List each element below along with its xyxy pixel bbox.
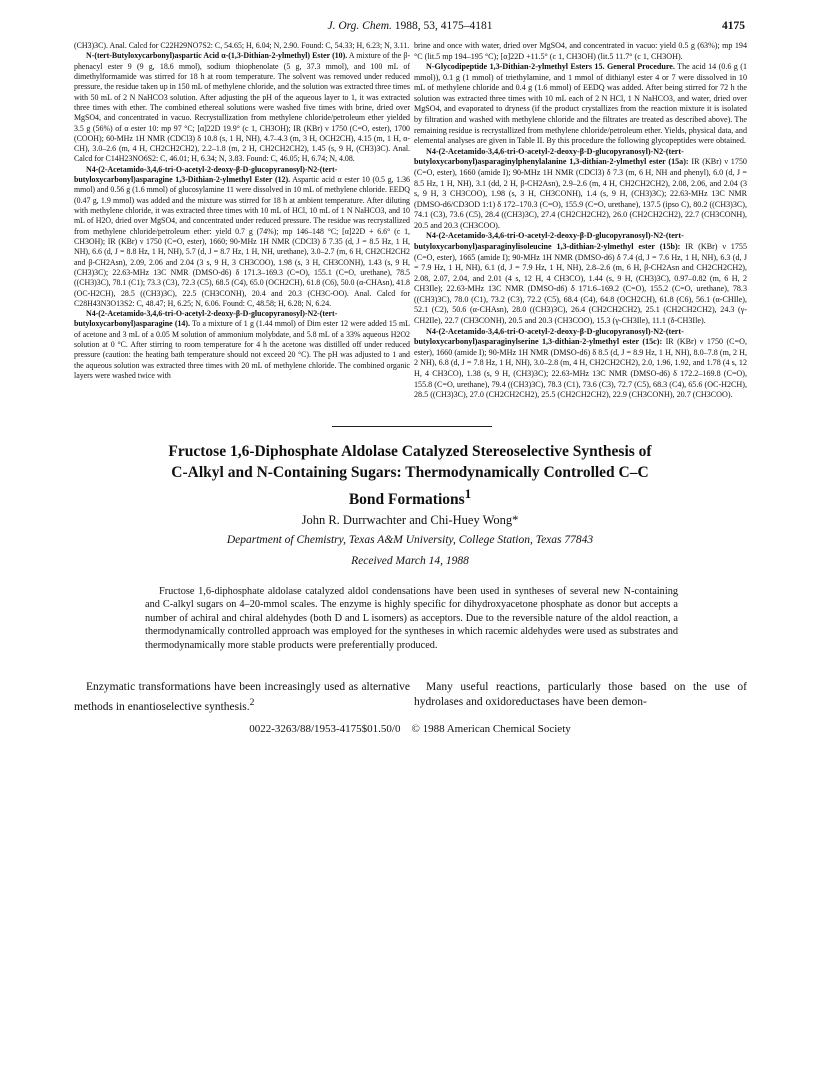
received-date: Received March 14, 1988 — [351, 555, 469, 567]
compound-heading: N-Glycodipeptide 1,3-Dithian-2-ylmethyl Esters 15. General Procedure. — [426, 62, 675, 72]
intro-left-sentence: Enzymatic transformations have been increasingly used as alternative methods in enantioselective synthesis. — [74, 681, 410, 713]
experimental-right-column — [414, 41, 747, 401]
paragraph — [74, 165, 410, 309]
paragraph — [74, 51, 410, 164]
article-title — [120, 441, 700, 510]
compound-heading: N4-(2-Acetamido-3,4,6-tri-O-acetyl-2-deoxy-β-D-glucopyranosyl)-N2-(tert-butyloxycarbonyl)asparagine (14). — [74, 309, 338, 329]
compound-heading: N4-(2-Acetamido-3,4,6-tri-O-acetyl-2-deoxy-β-D-glucopyranosyl)-N2-(tert-butyloxycarbonyl)asparaginylserine 1,3-dithian-2-ylmethyl ester (15c): — [414, 326, 684, 347]
paragraph-text: Aspartic acid α ester 10 (0.5 g, 1.36 mmol) and 0.56 g (1.6 mmol) of glucosylamine 11 were dissolved in 10 mL of methylene chloride. EEDQ (0.47 g, 1.9 mmol) was added and the mixture was stirred for 18 h at ambient temperature. After diluting with methylene chloride, it was extracted three times with 10 mL of HCl, 10 mL of 1 N NaHCO3, and 10 mL of H2O, dried over MgSO4, and concentrated under reduced pressure. The residue was recrystallized from methylene chloride/petroleum ether: yield 0.7 g (74%); mp 146–148 °C; [α]22D + 6.6° (c 1, CH3OH); IR (KBr) ν 1750 (C=O, ester), 1660; 90-MHz 1H NMR (CDCl3) δ 7.35 (d, J = 8.5 Hz, 1 H, NH), 6.6 (d, J = 8.8 Hz, 1 H, NH), 5.7 (d, J = 8.7 Hz, 1 H, NH, urethane), 3.0–2.7 (m, 6 H, CH2CH2CH2 and β-CH2Asn), 2.09, 2.06 and 2.04 (3 s, 9 H, 3 CH3COO), 1.98 (s, 3 H, CH3CONH), 1.43 (s, 9 H, (CH3)3C); 22.63-MHz 13C NMR (DMSO-d6) δ 171.3–169.3 (C=O), 155.1 (C=O, urethane), 78.5 ((CH3)3C), 78.1 (C1); 73.3 (C3), 72.3 (C5), 68.5 (C4), 65.0 (OCH2CH), 61.8 (C6), 50.0 (α-CHAsn), 41.8 (OC-H2CH), 28.5 ((CH3)3C), 22.5 (CH3CONH), 20.4 and 20.3 (CH3C-OO). Anal. Calcd for C28H43N3O13S2: C, 48.47; H, 6.25; N, 6.06. Found: C, 48.58; H, 6.28; N, 6.24. — [74, 175, 410, 308]
paragraph-text: (CH3)3C). Anal. Calcd for C22H29NO7S2: C, 54.65; H, 6.04; N, 2.90. Found: C, 54.33; H, 6.23; N, 3.11. — [74, 41, 410, 50]
paragraph-text: To a mixture of 1 g (1.44 mmol) of Dim ester 12 were added 15 mL of acetone and 3 mL of a 0.05 M solution of ammonium molybdate, and 5.8 mL of a 33% aqueous H2O2 solution at 0 °C. After stirring to room temperature for 4 h the acetone was distilled off under reduced pressure (caution: the heating bath temperature should not exceed 20 °C). The pH was adjusted to 1 and the aqueous solution was extracted three times with 20 mL of methylene chloride. The combined organic layers were washed twice with — [74, 319, 410, 380]
title-line-1: Fructose 1,6-Diphosphate Aldolase Catalyzed Stereoselective Synthesis of — [168, 443, 652, 460]
paragraph — [74, 41, 410, 51]
paragraph-text: IR (KBr) ν 1750 (C=O, ester), 1660 (amide I); 90-MHz 1H NMR (CDCl3) δ 7.3 (m, 6 H, NH and phenyl), 6.0 (d, J = 8.5 Hz, 1 H, NH), 3.1 (dd, 2 H, β-CH2Asn), 2.9–2.6 (m, 4 H, CH2CH2CH2), 2.08, 2.06, and 2.04 (3 s, 9 H, 3 CH3COO), 1.98 (s, 3 H, CH3CONH), 1.4 (s, 9 H, (CH3)3C); 22.63-MHz 13C NMR (DMSO-d6/CD3OD 1:1) δ 172–170.3 (C=O), 155.9 (C=O, urethane), 137.5 (ipso C), 80.2 ((CH3)3C), 74.1 (C3), 73.6 (C5), 28.4 ((CH3)3C), 27.4 (CH2CH2CH2), 26.0 (CH2CH2CH2), 22.7 (CH3CONH), 20.5 and 20.3 (CH3COO). — [414, 157, 747, 230]
title-line-3-text: Bond Formations — [348, 491, 465, 509]
paragraph — [414, 62, 747, 147]
intro-right-text: Many useful reactions, particularly those based on the use of hydrolases and oxidoreductases have been demon- — [414, 681, 747, 708]
paragraph — [414, 147, 747, 232]
abstract: Fructose 1,6-diphosphate aldolase catalyzed aldol condensations have been used in syntheses of several new N-containing and C-alkyl sugars on 4–20-mmol scales. The enzyme is highly specific for dihydroxyacetone phosphate as donor but accepts a number of achiral and chiral aldehydes (both D and L isomers) as acceptors. Due to the reversible nature of the aldol reaction, a thermodynamically controlled approach was employed for the syntheses in which racemic aldehydes were used as substrates and thermodynamically more stable products were preferentially produced. — [145, 586, 678, 651]
journal-issue: 1988, 53, 4175–4181 — [391, 20, 493, 32]
article-code: 0022-3263/88/1953-4175$01.50/0 — [249, 723, 401, 735]
paragraph-text: The acid 14 (0.6 g (1 mmol)), 0.1 g (1 mmol) of triethylamine, and 1 mmol of dithianyl ester 4 or 7 were dissolved in 10 mL of methylene chloride and 0.4 g (1.6 mmol) of EEDQ was added. After being stirred for 72 h the solution was extracted three times with 10 mL each of 2 N HCl, 1 N NaHCO3, and water, dried over MgSO4, and evaporated to dryness (if the product crystallizes from the reaction mixture it is isolated by filtration and washed with methylene chloride and the filtrates are treated as described above). The remaining residue is recrystallized from methylene chloride/petroleum ether. Yields, physical data, and elemental analyses are given in Table II. By this procedure the following glycopeptides were obtained. — [414, 62, 747, 146]
paragraph-text: IR (KBr) ν 1750 (C=O, ester), 1660 (amide I); 90-MHz 1H NMR (DMSO-d6) δ 8.5 (d, J = 8.9 Hz, 1 H, NH), 8.0–7.8 (m, 2 H, 2 NH), 6.8 (d, J = 7.8 Hz, 1 H, NH), 3.0–2.8 (m, 4 H, CH2CH2CH2), 2.0, 1.96, 1.92, and 1.78 (4 s, 12 H, 4 CH3CO), 1.38 (s, 9 H, (CH3)3C); 22.63-MHz 13C NMR (DMSO-d6) δ 172.2–169.8 (C=O), 155.8 (C=O, urethane), 79.4 ((CH3)3C), 78.3 (C1), 73.6 (C3), 72.7 (C5), 68.3 (C4), 65.6 (OC-H2CH), 28.5 ((CH3)3C), 27.0 (CH2CH2CH2), 25.5 (CH2CH2CH2), 22.9 (CH3CONH), 20.7 (CH3COO). — [414, 337, 747, 400]
paragraph — [414, 327, 747, 401]
copyright: © 1988 American Chemical Society — [411, 723, 571, 735]
experimental-left-column — [74, 41, 410, 381]
paragraph-text: IR (KBr) ν 1755 (C=O, ester), 1665 (amide I); 90-MHz 1H NMR (DMSO-d6) δ 7.4 (d, J = 7.6 Hz, 1 H, NH), 6.3 (d, J = 7.9 Hz, 1 H, NH), 6.1 (d, J = 7.9 Hz, 1 H, NH), 2.8–2.6 (m, 6 H, β-CH2Asn and CH2CH2CH2), 2.08, 2.07, 2.04, and 2.01 (4 s, 12 H, 4 CH3CO), 1.44 (s, 9 H, (CH3)3C), 0.97–0.82 (m, 6 H, 2 CH3Ile); 22.63-MHz 13C NMR (DMSO-d6) δ 171.6–169.2 (C=O), 155.2 (C=O, urethane), 78.3 ((CH3)3C), 78.0 (C1), 73.2 (C3), 72.2 (C5), 68.4 (C4), 64.8 (OCH2CH), 61.8 (C6), 56.1 (α-CHIle), 52.1 (C2), 50.6 (α-CHAsn), 28.0 ((CH3)3C), 26.4 (CH2CH2CH2), 25.1 (CH2CH2CH2), 24.3 (γ-CH2Ile), 22.7 (CH3CONH), 20.5 and 20.3 (CH3COO), 15.3 (γ-CH3Ile), 11.1 (δ-CH3Ile). — [414, 241, 747, 326]
title-footnote-mark: 1 — [464, 486, 472, 501]
compound-heading: N4-(2-Acetamido-3,4,6-tri-O-acetyl-2-deoxy-β-D-glucopyranosyl)-N2-(tert-butyloxycarbonyl)asparaginylisoleucine 1,3-dithian-2-ylmethyl ester (15b): — [414, 231, 684, 251]
running-header — [75, 20, 745, 36]
paragraph-text: A mixture of the β-phenacyl ester 9 (9 g, 18.6 mmol), sodium thiophenolate (5 g, 37.3 mmol), and 100 mL of dimethylformamide was stirred for 18 h at room temperature. The solvent was removed under reduced pressure, the residue taken up in 150 mL of methylene chloride, and the solution was extracted three times with 50 mL of 2 N NaHCO3 solution. After adjusting the pH of the aqueous layer to 1, it was extracted three times with ether. The combined ethereal solutions were washed five times with brine, dried over MgSO4, and concentrated in vacuo. Recrystallization from methylene chloride/petroleum ether yielded 3.5 g (56%) of α ester 10: mp 97 °C; [α]22D 19.9° (c 1, CH3OH); IR (KBr) ν 1750 (C=O, ester), 1700 (COOH); 60-MHz 1H NMR (CDCl3) δ 10.8 (s, 1 H, NH), 4.7–4.3 (m, 3 H, OCH2CH), 4.15 (m, 1 H, α-CH), 3.0–2.6 (m, 4 H, CH2CH2CH2), 2.2–1.8 (m, 2 H, CH2CH2CH2), 1.45 (s, 9 H, (CH3)3C). Anal. Calcd for C14H23NO6S2: C, 46.01; H, 6.34; N, 3.83. Found: C, 46.05; H, 6.74; N, 4.08. — [74, 51, 410, 164]
title-line-2: C-Alkyl and N-Containing Sugars: Thermodynamically Controlled C–C — [171, 464, 649, 481]
journal-name: J. Org. Chem. — [327, 20, 392, 32]
authors: John R. Durrwachter and Chi-Huey Wong* — [301, 513, 519, 527]
article-divider — [332, 426, 492, 427]
compound-heading: N4-(2-Acetamido-3,4,6-tri-O-acetyl-2-deoxy-β-D-glucopyranosyl)-N2-(tert-butyloxycarbonyl)asparagine 1,3-Dithian-2-ylmethyl Ester (12). — [74, 164, 338, 185]
paragraph — [414, 231, 747, 326]
paragraph — [414, 41, 747, 62]
compound-heading: N-(tert-Butyloxycarbonyl)aspartic Acid α-(1,3-Dithian-2-ylmethyl) Ester (10). — [86, 51, 348, 61]
intro-left-text — [74, 680, 410, 715]
page-footer — [75, 723, 745, 735]
compound-heading: N4-(2-Acetamido-3,4,6-tri-O-acetyl-2-deoxy-β-D-glucopyranosyl)-N2-(tert-butyloxycarbonyl)asparaginylphenylalanine 1,3-dithian-2-ylmethyl ester (15a): — [414, 146, 689, 167]
affiliation: Department of Chemistry, Texas A&M University, College Station, Texas 77843 — [226, 534, 594, 546]
journal-reference — [75, 20, 745, 32]
intro-footnote-mark: 2 — [249, 697, 255, 708]
title-line-3 — [120, 483, 700, 510]
page-number: 4175 — [722, 20, 745, 32]
paragraph — [74, 309, 410, 381]
paragraph-text: brine and once with water, dried over MgSO4, and concentrated in vacuo: yield 0.5 g (63%); mp 194 °C (lit.5 mp 194–195 °C); [α]22D +11.5° (c 1, CH3OH) (lit.5 11.7° (c 1, CH3OH). — [414, 41, 747, 61]
